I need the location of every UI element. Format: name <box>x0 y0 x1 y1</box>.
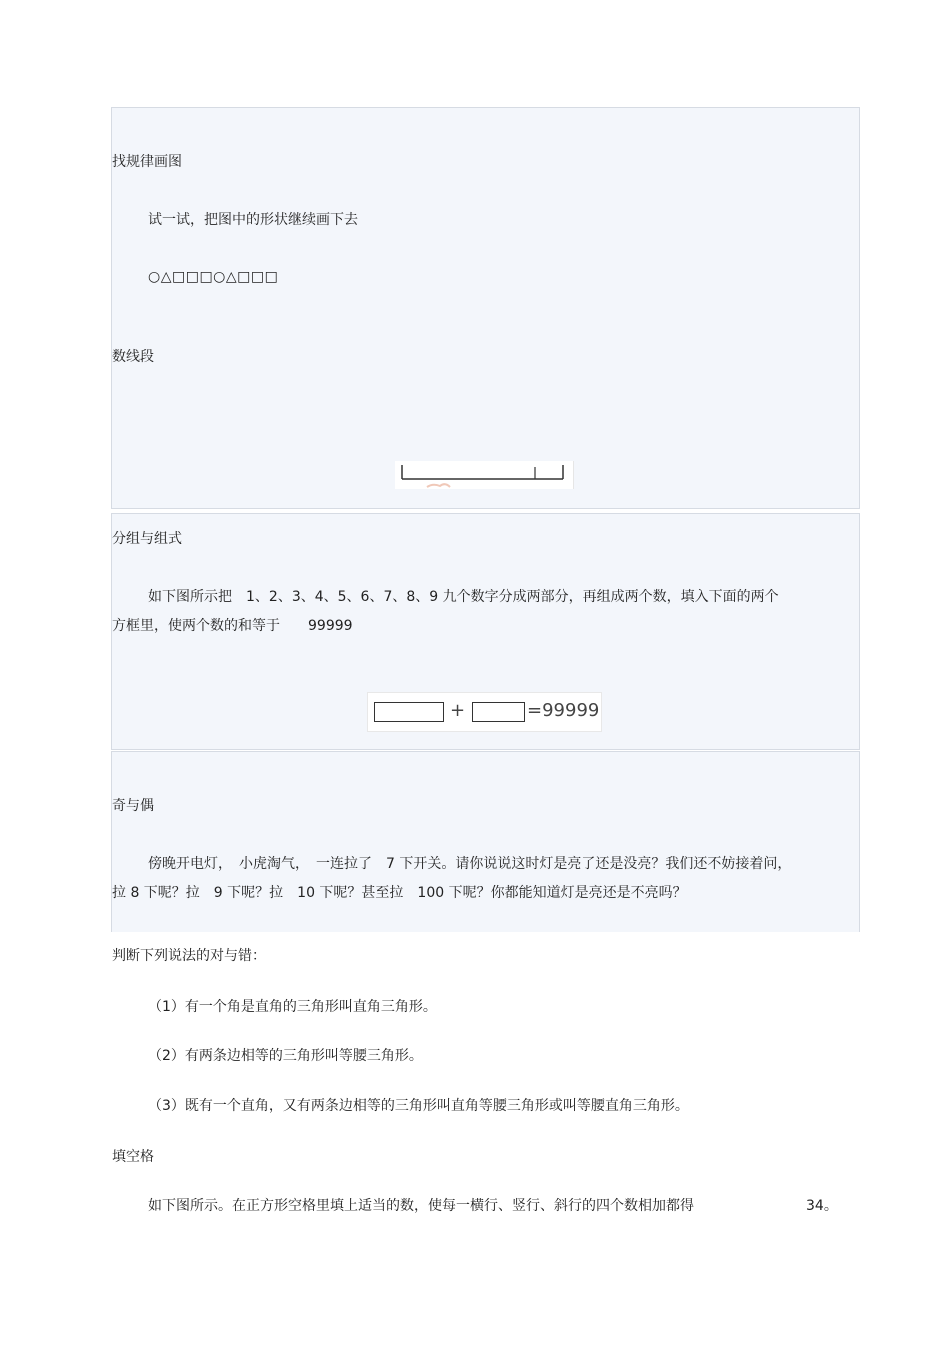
grouping-title: 分组与组式 <box>112 531 182 547</box>
odd-even-text-line2: 拉 8 下呢？拉 9 下呢？拉 10 下呢？甚至拉 100 下呢？你都能知道灯是亮还是不亮吗？ <box>112 885 687 901</box>
odd-even-title: 奇与偶 <box>112 798 154 814</box>
fill-target-sum: 34。 <box>806 1198 838 1214</box>
equation-figure <box>367 692 602 732</box>
faint-mark <box>427 484 450 487</box>
pattern-panel <box>111 107 860 509</box>
equation-result: =99999 <box>527 700 600 721</box>
first-number-box <box>374 702 444 722</box>
number-line-figure <box>395 461 574 489</box>
odd-even-text-line1: 傍晚开电灯， 小虎淘气， 一连拉了 7 下开关。请你说说这时灯是亮了还是没亮？我们还不妨接着问， <box>148 856 792 872</box>
pattern-instruction: 试一试，把图中的形状继续画下去 <box>148 212 358 228</box>
odd-even-panel <box>111 751 860 932</box>
plus-sign: + <box>450 700 466 721</box>
grouping-text-line1: 如下图所示把 1、2、3、4、5、6、7、8、9 九个数字分成两部分，再组成两个数，填入下面的两个 <box>148 589 779 605</box>
shape-sequence: ○△□□□○△□□□ <box>148 269 279 285</box>
line-segment-diagram <box>395 461 573 489</box>
judge-item: （3）既有一个直角，又有两条边相等的三角形叫直角等腰三角形或叫等腰直角三角形。 <box>148 1098 689 1114</box>
grouping-text-line2: 方框里，使两个数的和等于 99999 <box>112 618 353 634</box>
fill-title: 填空格 <box>112 1149 154 1165</box>
judge-item: （1）有一个角是直角的三角形叫直角三角形。 <box>148 999 437 1015</box>
second-number-box <box>472 702 525 722</box>
pattern-title: 找规律画图 <box>112 154 182 170</box>
fill-text: 如下图所示。在正方形空格里填上适当的数，使每一横行、竖行、斜行的四个数相加都得 <box>148 1198 694 1214</box>
number-line-title: 数线段 <box>112 349 154 365</box>
judge-title: 判断下列说法的对与错： <box>112 948 266 964</box>
judge-item: （2）有两条边相等的三角形叫等腰三角形。 <box>148 1048 423 1064</box>
